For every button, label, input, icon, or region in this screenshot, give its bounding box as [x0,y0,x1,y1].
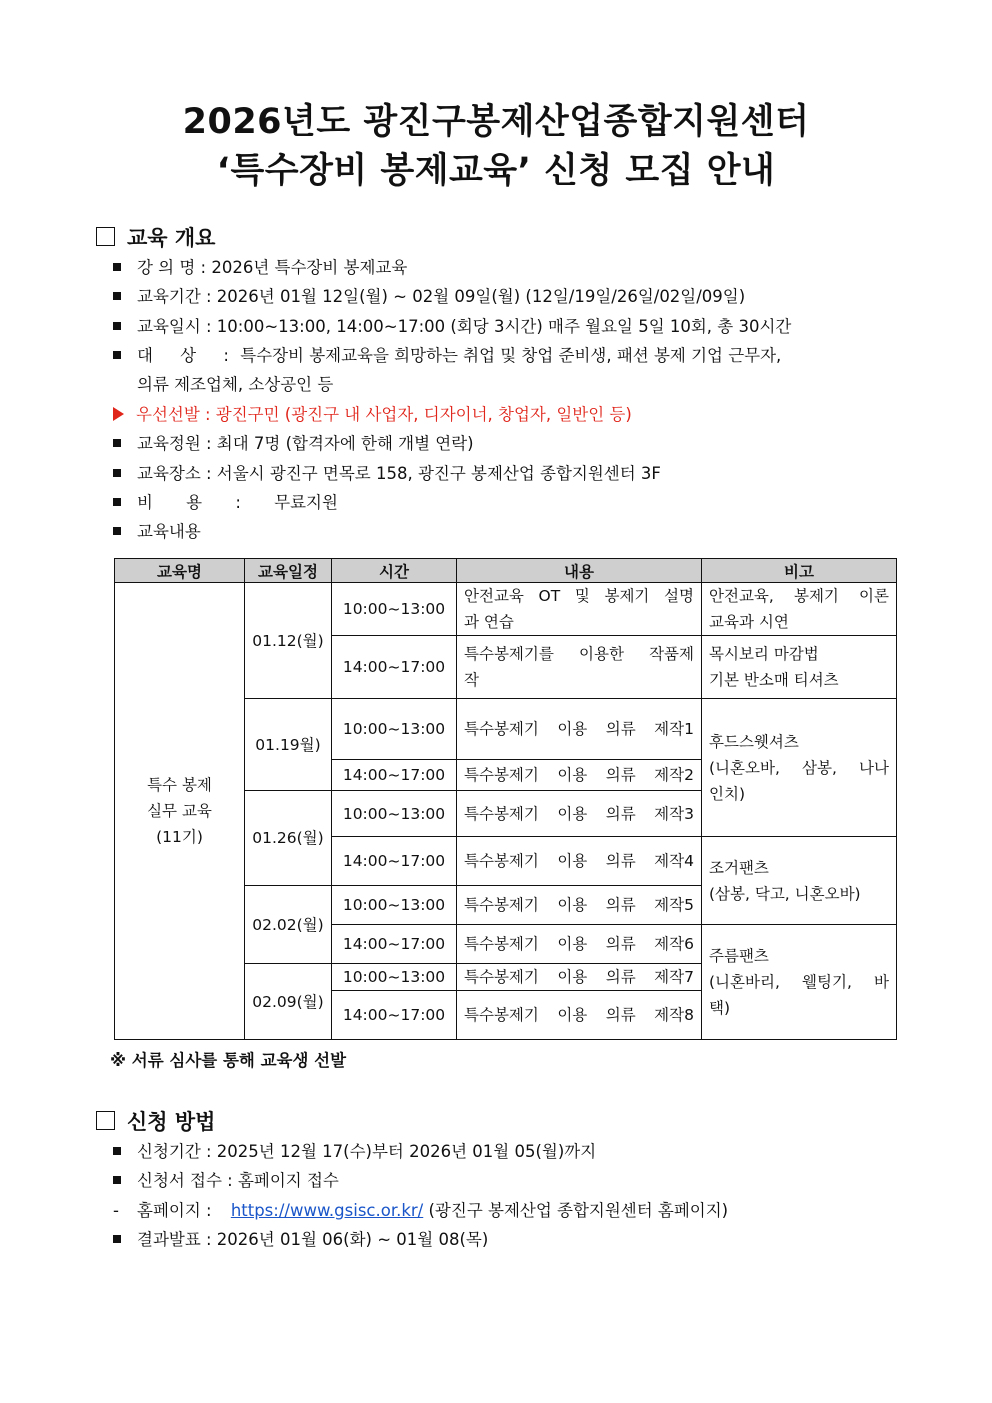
content-cell: 특수봉제기 이용 의류 제작3 [457,791,702,837]
note-cell [702,583,897,636]
table-header-row [115,559,897,583]
section-heading-apply [96,1106,215,1136]
checkbox-square-icon [96,227,115,246]
note-line: 조거팬츠 [709,858,769,877]
note-line: 교육과 시연 [709,613,789,631]
section-heading-text: 신청 방법 [127,1110,216,1134]
content-cell: 특수봉제기 이용 의류 제작6 [457,925,702,964]
date-cell: 02.09(월) [245,964,332,1040]
content-cell [457,583,702,636]
info-label: 대 상 : [137,346,229,365]
note-line: 주름팬츠 [709,947,769,965]
info-text: (광진구 봉제산업 종합지원센터 홈페이지) [428,1201,729,1220]
bullet-icon [113,439,121,447]
time-cell: 14:00~17:00 [332,636,457,699]
info-content [113,521,201,543]
info-text: 강 의 명 : 2026년 특수장비 봉제교육 [137,258,408,277]
content-line: 특수봉제기를 이용한 작품제 [464,645,694,663]
info-text: 우선선발 : 광진구민 (광진구 내 사업자, 디자이너, 창업자, 일반인 등) [136,405,632,424]
section-heading-text: 교육 개요 [127,226,216,250]
title-line-1: 2026년도 광진구봉제산업종합지원센터 [182,102,810,142]
header-course: 교육명 [115,559,245,583]
info-priority [113,404,632,426]
info-course-name [113,257,407,279]
section-heading-overview [96,222,215,252]
info-target [113,345,896,367]
content-cell: 특수봉제기 이용 의류 제작4 [457,837,702,886]
time-cell: 14:00~17:00 [332,837,457,886]
info-text: 교육내용 [137,522,201,541]
bullet-icon [113,527,121,535]
info-period [113,286,745,308]
info-label: 홈페이지 : [137,1201,212,1220]
content-cell: 특수봉제기 이용 의류 제작7 [457,964,702,991]
apply-result [113,1229,488,1251]
time-cell: 10:00~13:00 [332,699,457,760]
time-cell: 10:00~13:00 [332,583,457,636]
table-row [115,583,897,636]
date-cell: 01.12(월) [245,583,332,699]
course-name-cell [115,583,245,1040]
note-line: (니혼바리, 웰팅기, 바 [709,973,889,991]
content-line: 작 [464,671,479,689]
note-line: 택) [709,999,731,1017]
note-line: (삼봉, 닥고, 니혼오바) [709,884,861,903]
date-cell: 01.19월) [245,699,332,791]
apply-reception [113,1170,339,1192]
bullet-icon [113,469,121,477]
homepage-link[interactable]: https://www.gsisc.or.kr/ [230,1201,424,1220]
apply-homepage [113,1200,728,1222]
bullet-icon [113,322,121,330]
content-cell: 특수봉제기 이용 의류 제작8 [457,991,702,1040]
info-capacity [113,433,474,455]
content-line: 과 연습 [464,613,514,631]
note-line: 후드스웻셔츠 [709,732,799,751]
note-line: 인치) [709,784,745,803]
time-cell: 10:00~13:00 [332,964,457,991]
apply-period [113,1141,596,1163]
info-text: 결과발표 : 2026년 01월 06(화) ~ 01월 08(목) [137,1230,489,1249]
time-cell: 10:00~13:00 [332,791,457,837]
bullet-icon [113,498,121,506]
note-cell [702,636,897,699]
content-cell: 특수봉제기 이용 의류 제작1 [457,699,702,760]
info-text: 비 용 : 무료지원 [137,493,338,512]
bullet-icon [113,263,121,271]
time-cell: 14:00~17:00 [332,991,457,1040]
selection-note: ※ 서류 심사를 통해 교육생 선발 [110,1051,347,1070]
content-cell: 특수봉제기 이용 의류 제작5 [457,886,702,925]
info-text: 교육기간 : 2026년 01월 12일(월) ~ 02월 09일(월) (12일/19일/26일/02일/09일) [137,287,746,306]
info-text: 신청기간 : 2025년 12월 17(수)부터 2026년 01월 05(월)까지 [137,1142,597,1161]
note-cell [702,699,897,837]
info-text: 특수장비 봉제교육을 희망하는 취업 및 창업 준비생, 패션 봉제 기업 근무자, [240,346,782,365]
time-cell: 10:00~13:00 [332,886,457,925]
info-schedule [113,316,791,338]
info-text: 교육정원 : 최대 7명 (합격자에 한해 개별 연락) [137,434,474,453]
header-time: 시간 [332,559,457,583]
course-name-line: (11기) [156,828,203,846]
date-cell: 02.02(월) [245,886,332,964]
content-cell [457,636,702,699]
time-cell: 14:00~17:00 [332,760,457,791]
info-location [113,463,661,485]
dash-marker: - [113,1201,119,1220]
bullet-icon [113,351,121,359]
note-cell [702,925,897,1040]
info-text: 신청서 접수 : 홈페이지 접수 [137,1171,339,1190]
time-cell: 14:00~17:00 [332,925,457,964]
arrow-right-icon [113,407,124,421]
date-cell: 01.26(월) [245,791,332,886]
title-line-2: ‘특수장비 봉제교육’ 신청 모집 안내 [216,151,776,191]
header-content: 내용 [457,559,702,583]
bullet-icon [113,1147,121,1155]
note-line: 목시보리 마감법 [709,645,819,663]
curriculum-table [114,558,897,1040]
info-cost [113,492,338,514]
header-note: 비고 [702,559,897,583]
bullet-icon [113,1235,121,1243]
content-line: 안전교육 OT 및 봉제기 설명 [464,587,694,605]
note-line: 안전교육, 봉제기 이론 [709,587,889,605]
info-text: 교육장소 : 서울시 광진구 면목로 158, 광진구 봉제산업 종합지원센터 3F [137,464,661,483]
info-target-continued: 의류 제조업체, 소상공인 등 [137,375,334,394]
note-line: 기본 반소매 티셔츠 [709,671,839,689]
info-text: 교육일시 : 10:00~13:00, 14:00~17:00 (회당 3시간) 매주 월요일 5일 10회, 총 30시간 [137,317,792,336]
bullet-icon [113,1176,121,1184]
note-cell [702,837,897,925]
header-date: 교육일정 [245,559,332,583]
course-name-line: 특수 봉제 [147,776,212,794]
course-name-line: 실무 교육 [147,802,212,820]
note-line: (니혼오바, 삼봉, 나나 [709,758,889,777]
content-cell: 특수봉제기 이용 의류 제작2 [457,760,702,791]
bullet-icon [113,292,121,300]
checkbox-square-icon [96,1111,115,1130]
